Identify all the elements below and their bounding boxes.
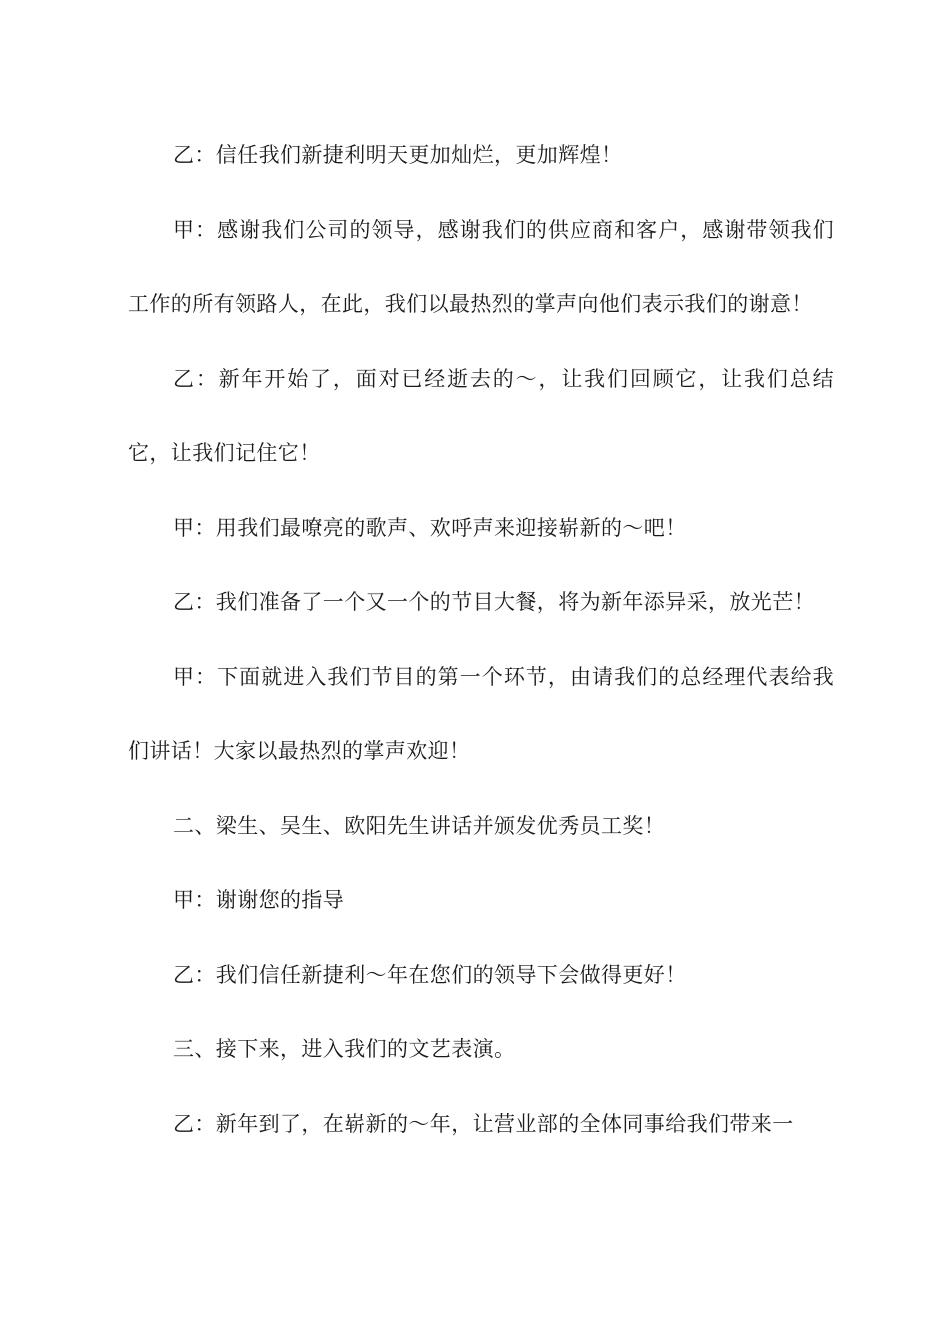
paragraph: 二、梁生、吴生、欧阳先生讲话并颁发优秀员工奖！	[173, 813, 666, 838]
paragraph: 甲：用我们最嘹亮的歌声、欢呼声来迎接崭新的～吧！	[173, 515, 687, 540]
paragraph: 乙：信任我们新捷利明天更加灿烂，更加辉煌！	[173, 143, 623, 167]
paragraph: 甲：感谢我们公司的领导，感谢我们的供应商和客户，感谢带领我们工作的所有领路人，在此，我们以最热烈的掌声向他们表示我们的谢意！	[128, 217, 834, 316]
document-body	[128, 118, 834, 1161]
paragraph: 乙：新年开始了，面对已经逝去的～，让我们回顾它，让我们总结它，让我们记住它！	[128, 366, 834, 465]
paragraph: 甲：谢谢您的指导	[173, 888, 345, 912]
paragraph: 甲：下面就进入我们节目的第一个环节，由请我们的总经理代表给我们讲话！大家以最热烈的掌声欢迎！	[128, 664, 834, 763]
paragraph: 乙：我们准备了一个又一个的节目大餐，将为新年添异采，放光芒！	[173, 590, 815, 614]
paragraph: 三、接下来，进入我们的文艺表演。	[173, 1037, 516, 1061]
paragraph: 乙：新年到了，在崭新的～年，让营业部的全体同事给我们带来一	[173, 1111, 794, 1136]
paragraph: 乙：我们信任新捷利～年在您们的领导下会做得更好！	[173, 962, 687, 987]
